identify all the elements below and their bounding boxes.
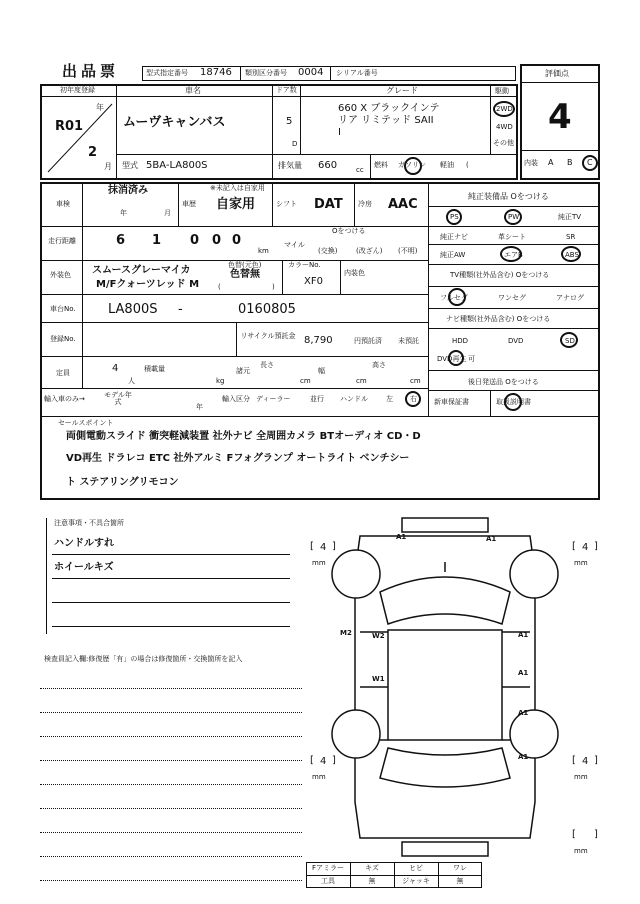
rear-window [380,748,510,787]
cap-label: 定員 [56,369,70,377]
grade-line3: I [338,127,341,138]
equip-abs-circle [561,246,581,262]
interior-label: 内装 [524,159,538,167]
model-year-unit: 年 [196,403,203,411]
mileage-label: 走行距離 [48,237,76,245]
damage-right-rear-door: A1 [518,669,529,677]
hgt-unit: cm [410,377,421,385]
insp-label: 車検 [56,200,70,208]
len-label: 長さ [260,361,274,369]
tire-spare-bracket-close: ] [594,829,598,840]
tv-fullseg: フルセグ [440,294,468,302]
tire-rl-bracket: [ [310,755,314,766]
ac-label: 冷房 [358,200,372,208]
sales-line2: VD再生 ドラレコ ETC 社外アルミ Fフォグランプ オートライト ベンチシー [66,453,410,464]
dvd-circle [448,350,464,366]
damage-left-step: M2 [340,629,352,637]
damage-right-quarter: A1 [518,709,529,717]
insp-month: 月 [164,209,171,217]
tv-title: TV種類(社外品含む) Oをつける [450,271,550,279]
handle-left: 左 [386,395,393,403]
int-color-label: 内装色 [344,269,365,277]
reg-no-label: 登録No. [50,335,76,343]
tire-fr-unit: mm [574,559,588,567]
model-year: モデル年式 [104,391,132,406]
roof [388,630,502,740]
reg-label: 初年度登録 [60,86,95,94]
handle-right-circle [405,391,421,407]
wid-label: 幅 [318,367,325,375]
interior-b: B [567,158,573,167]
grade-line2: リア リミテッド SAII [338,115,434,126]
notes-line1: ハンドルすれ [54,538,114,549]
mile-label: マイル [284,241,305,249]
tire-rr: 4 [582,756,589,767]
color-paren-close: ) [272,283,275,291]
equip-ps-circle [446,209,462,225]
tire-fr: 4 [582,542,589,553]
fuel-gas-circle [404,157,422,175]
drive-other: その他 [493,139,514,147]
wid-unit: cm [356,377,367,385]
sales-line1: 両側電動スライド 衝突軽減装置 社外ナビ 全周囲カメラ BTオーディオ CD・D [66,431,421,442]
equip-airbag: エアB [504,251,523,259]
mileage-d1: 6 [116,233,126,248]
chassis-model: LA800S [108,302,158,317]
color-code: XF0 [304,276,323,287]
model-label: 型式 [122,161,138,170]
chassis-dash: - [178,302,183,317]
load-label: 積載量 [144,365,165,373]
docs-manual-circle [504,393,522,411]
equip-airbag-circle [500,246,522,262]
footer-v4: 無 [456,877,464,885]
footer-h4: ワレ [453,864,467,872]
fuel-gas: ガソリン [398,161,426,169]
year-unit: 年 [96,103,104,112]
name-label: 車名 [185,86,201,95]
chassis-number: 0160805 [238,302,296,317]
recycle-unpaid: 未預託 [398,337,419,345]
reg-era: R01 [55,119,84,134]
serial-label: シリアル番号 [336,69,378,77]
tire-rl-unit: mm [312,773,326,781]
doors-label: ドア数 [276,86,297,94]
grade-col-label: グレード [386,86,418,95]
mileage-d5: 0 [232,233,242,248]
tire-rl: 4 [320,756,327,767]
navi-dvd: DVD [508,337,524,345]
drive-4wd: 4WD [496,123,513,131]
equip-title: 純正装備品 Oをつける [468,192,549,201]
navi-title: ナビ種類(社外品含む) Oをつける [446,315,551,323]
equip-leather: 革シート [498,233,526,241]
ac-value: AAC [388,197,418,212]
wheel-fl [332,550,380,598]
tire-rl-bracket-close: ] [332,755,336,766]
tire-fl-bracket-close: ] [332,541,336,552]
hist-label: 車歴 [182,200,196,208]
import-parallel: 並行 [310,395,324,403]
load-unit: kg [216,377,225,385]
interior-a: A [548,158,554,167]
cap-value: 4 [112,363,119,374]
doors-d: D [292,140,298,148]
front-bumper [402,518,488,532]
dim-label: 諸元 [236,367,250,375]
drive-2wd: 2WD [496,105,513,113]
docs-title: 後日発送品 Oをつける [468,378,539,386]
equip-pw: PW [508,213,520,221]
class-label: 類別区分番号 [245,69,287,77]
wheel-fr [510,550,558,598]
class-no: 0004 [298,67,324,78]
tire-fl: 4 [320,542,327,553]
tire-rr-bracket-close: ] [594,755,598,766]
grade-line1: 660 X ブラックインテ [338,103,440,114]
damage-right-door: A1 [518,631,529,639]
tv-oneseg: ワンセグ [498,294,526,302]
handle-label: ハンドル [340,395,368,403]
damage-front-bumper: A1 [396,533,407,541]
color-label: 外装色 [50,271,71,279]
tire-rr-bracket: [ [572,755,576,766]
damage-right-rear: A1 [518,753,529,761]
month-unit: 月 [104,162,112,171]
equip-tv: 純正TV [558,213,582,221]
sales-line3: ト ステアリングリモコン [66,477,179,488]
notes-line2: ホイールキズ [54,562,114,573]
footer-v3: ジャッキ [402,877,430,885]
damage-left-door: W2 [372,632,385,640]
tv-analog: アナログ [556,294,584,302]
color-paren-open: ( [218,283,221,291]
color-1: スムースグレーマイカ [92,265,191,276]
mile-opt3: (不明) [398,247,418,255]
wheel-rr [510,710,558,758]
import-div: 輸入区分 [222,395,250,403]
header-code-box [142,66,516,81]
form-label: 型式指定番号 [146,69,188,77]
tire-fl-bracket: [ [310,541,314,552]
recycle-yen: 円預託済 [354,337,382,345]
equip-aw: 純正AW [440,251,466,259]
len-unit: cm [300,377,311,385]
dvd-ok: 可 [468,355,475,363]
notes-title: 注意事項・不具合箇所 [54,519,124,527]
dvd-play: DVD再生 [437,355,467,363]
tire-spare-bracket: [ [572,829,576,840]
color-changed: 色替無 [230,269,260,280]
footer-h3: ヒビ [409,864,423,872]
equip-abs: ABS [565,251,579,259]
model-value: 5BA-LA800S [146,160,208,171]
color-2: M/Fクォーツレッド M [96,279,200,290]
drive-label: 駆動 [495,87,509,95]
tv-fullseg-circle [448,288,466,306]
mileage-d2: 1 [152,233,162,248]
car-diagram [330,512,560,862]
interior-c: C [587,158,593,167]
fuel-other: ( [466,161,469,169]
equip-pw-circle [504,209,522,225]
tire-fl-unit: mm [312,559,326,567]
footer-h1: Fアミラー [311,864,345,872]
disp-value: 660 [318,160,338,171]
disp-unit: cc [356,166,364,174]
interior-c-circle [582,155,598,171]
grade-label: 評価点 [545,69,569,78]
navi-sd-circle [560,332,578,348]
fuel-diesel: 軽油 [440,161,454,169]
mileage-note: Oをつける [332,227,366,235]
tire-fr-bracket: [ [572,541,576,552]
grade-score: 4 [548,97,572,137]
inspector-note: 検査員記入欄:修復歴「有」の場合は修復箇所・交換箇所を記入 [44,655,243,663]
sheet-title: 出品票 [62,62,120,80]
mileage-d3: 0 [190,233,200,248]
insp-year: 年 [120,209,127,217]
damage-front-right: A1 [486,535,497,543]
mileage-km: km [258,247,269,255]
docs-warranty: 新車保証書 [434,398,469,406]
tire-spare-unit: mm [574,847,588,855]
wheel-rl [332,710,380,758]
car-name: ムーヴキャンバス [123,115,226,130]
mileage-d4: 0 [212,233,222,248]
cap-unit: 人 [128,377,135,385]
shift-label: シフト [276,200,297,208]
equip-navi: 純正ナビ [440,233,468,241]
footer-v1: 工具 [321,877,335,885]
fuel-label: 燃料 [374,161,388,169]
recycle-label: リサイクル預託金 [240,332,296,340]
equip-ps: PS [450,213,459,221]
disp-label: 排気量 [278,161,302,170]
reg-month: 2 [88,145,98,160]
insp-value: 抹消済み [108,185,148,196]
handle-right: 右 [410,395,417,403]
rear-bumper [402,842,488,856]
damage-left-rear-door: W1 [372,675,385,683]
form-no: 18746 [200,67,232,78]
navi-hdd: HDD [452,337,469,345]
hist-value: 自家用 [216,197,256,212]
notes-box [46,518,300,634]
sales-title: セールスポイント [58,419,114,427]
tire-fr-bracket-close: ] [594,541,598,552]
color-code-label: カラーNo. [288,261,321,269]
footer-v2: 無 [368,877,376,885]
tire-rr-unit: mm [574,773,588,781]
doors-value: 5 [286,116,293,127]
equip-sr: SR [566,233,576,241]
import-dealer: ディーラー [256,395,291,403]
import-label: 輸入車のみ→ [44,395,85,403]
drive-2wd-circle [493,101,515,117]
color-changed-label: 色替(元色) [228,261,262,269]
docs-manual: 取扱説明書 [496,398,531,406]
hist-note: ※未記入は自家用 [210,184,265,192]
hgt-label: 高さ [372,361,386,369]
mile-opt2: (改ざん) [356,247,383,255]
navi-sd: SD [565,337,575,345]
recycle-value: 8,790 [304,335,333,346]
shift-value: DAT [314,197,343,212]
windshield [380,577,510,624]
mile-opt1: (交換) [318,247,338,255]
footer-h2: キズ [365,864,379,872]
chassis-label: 車台No. [50,305,76,313]
